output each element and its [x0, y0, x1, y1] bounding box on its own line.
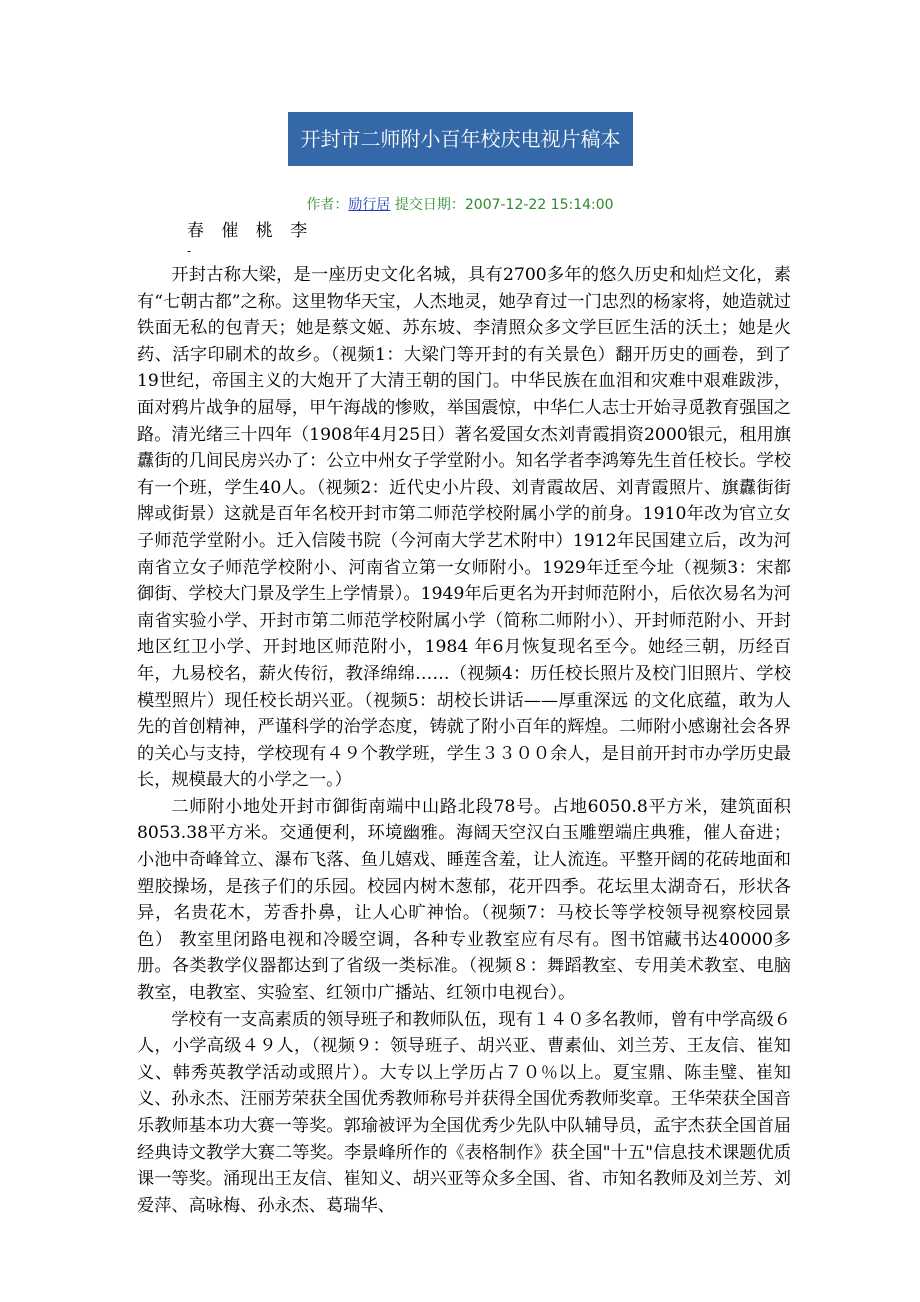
- article-subtitle: 春 催 桃 李: [187, 221, 314, 241]
- subtitle-dash: -: [187, 244, 192, 258]
- article-meta: [0, 194, 920, 214]
- paragraph-3: 学校有一支高素质的领导班子和教师队伍，现有１４０多名教师，曾有中学高级６人，小学高级４９人，（视频９：领导班子、胡兴亚、曹素仙、刘兰芳、王友信、崔知义、韩秀英教学活动或照片）。大专以上学历占７０％以上。夏宝鼎、陈圭璧、崔知义、孙永杰、汪丽芳荣获全国优秀教师称号并获得全国优秀教师奖章。王华荣获全国音乐教师基本功大赛一等奖。郭瑜被评为全国优秀少先队中队辅导员，孟宇杰获全国首届经典诗文教学大赛二等奖。李景峰所作的《表格制作》获全国"十五"信息技术课题优质课一等奖。涌现出王友信、崔知义、胡兴亚等众多全国、省、市知名教师及刘兰芳、刘爱萍、高咏梅、孙永杰、葛瑞华、: [137, 1009, 791, 1216]
- date-value: 2007-12-22 15:14:00: [464, 197, 614, 213]
- article-body: [137, 262, 791, 1219]
- date-label: 提交日期：: [394, 197, 465, 213]
- page-title: 开封市二师附小百年校庆电视片稿本: [288, 112, 633, 166]
- author-label: 作者：: [306, 197, 349, 213]
- author-link[interactable]: 励行居: [348, 197, 391, 213]
- paragraph-1: 开封古称大梁，是一座历史文化名城，具有2700多年的悠久历史和灿烂文化，素有“七朝古都”之称。这里物华天宝，人杰地灵，她孕育过一门忠烈的杨家将，她造就过铁面无私的包青天；她是蔡文姬、苏东坡、李清照众多文学巨匠生活的沃土；她是火药、活字印刷术的故乡。（视频1：大梁门等开封的有关景色）翻开历史的画卷，到了19世纪，帝国主义的大炮开了大清王朝的国门。中华民族在血泪和灾难中艰难跋涉，面对鸦片战争的屈辱，甲午海战的惨败，举国震惊，中华仁人志士开始寻觅教育强国之路。清光绪三十四年（1908年4月25日）著名爱国女杰刘青霞捐资2000银元，租用旗纛街的几间民房兴办了：公立中州女子学堂附小。知名学者李鸿筹先生首任校长。学校有一个班，学生40人。（视频2：近代史小片段、刘青霞故居、刘青霞照片、旗纛街街牌或街景）这就是百年名校开封市第二师范学校附属小学的前身。1910年改为官立女子师范学堂附小。迁入信陵书院（今河南大学艺术附中）1912年民国建立后，改为河南省立女子师范学校附小、河南省立第一女师附小。1929年迁至今址（视频3：宋都御街、学校大门景及学生上学情景）。1949年后更名为开封师范附小，后依次易名为河南省实验小学、开封市第二师范学校附属小学（简称二师附小）、开封师范附小、开封地区红卫小学、开封地区师范附小，1984 年6月恢复现名至今。她经三朝，历经百年，九易校名，薪火传衍，教泽绵绵……（视频4：历任校长照片及校门旧照片、学校模型照片）现任校长胡兴亚。（视频5：胡校长讲话——厚重深远 的文化底蕴，敢为人先的首创精神，严谨科学的治学态度，铸就了附小百年的辉煌。二师附小感谢社会各界的关心与支持，学校现有４９个教学班，学生３３００余人，是目前开封市办学历史最长，规模最大的小学之一。）: [137, 265, 791, 791]
- paragraph-2: 二师附小地处开封市御街南端中山路北段78号。占地6050.8平方米，建筑面积8053.38平方米。交通便利，环境幽雅。海阔天空汉白玉雕塑端庄典雅，催人奋进；小池中奇峰耸立、瀑布飞落、鱼儿嬉戏、睡莲含羞，让人流连。平整开阔的花砖地面和塑胶操场，是孩子们的乐园。校园内树木葱郁，花开四季。花坛里太湖奇石，形状各异，名贵花木，芳香扑鼻，让人心旷神怡。（视频7：马校长等学校领导视察校园景色） 教室里闭路电视和冷暖空调，各种专业教室应有尽有。图书馆藏书达40000多册。各类教学仪器都达到了省级一类标准。（视频８：舞蹈教室、专用美术教室、电脑教室，电教室、实验室、红领巾广播站、红领巾电视台）。: [137, 796, 791, 1004]
